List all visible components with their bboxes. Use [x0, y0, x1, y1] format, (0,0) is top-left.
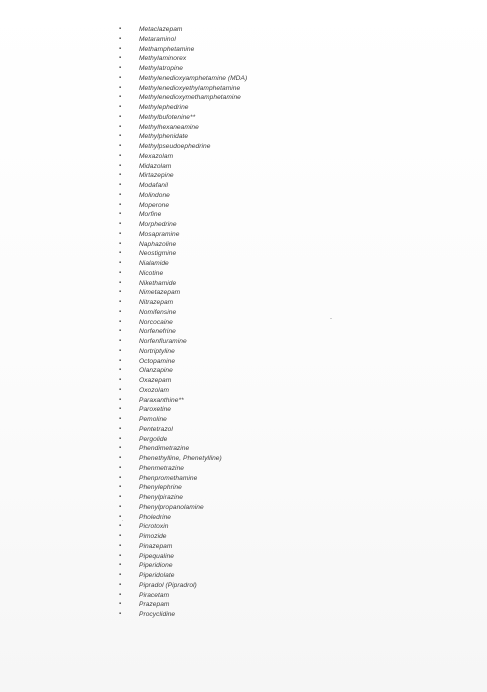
scan-speck — [122, 520, 123, 521]
substance-name: Midazolam — [139, 162, 172, 170]
substance-name: Paraxanthine** — [139, 396, 184, 404]
substance-name: Prazepam — [139, 601, 170, 609]
substance-name: Norfenfluramine — [139, 338, 187, 345]
substance-name: Methylenedioxyamphetamine (MDA) — [139, 74, 248, 82]
bullet-icon: ▪ — [119, 523, 122, 530]
bullet-icon: ▪ — [119, 201, 122, 208]
bullet-icon: ▪ — [119, 308, 122, 315]
substance-name: Octopamine — [139, 357, 176, 365]
list-item — [118, 542, 247, 552]
list-item — [118, 240, 247, 250]
substance-name: Phenmetrazine — [139, 464, 184, 472]
list-item — [118, 308, 247, 318]
bullet-icon: ▪ — [119, 484, 122, 491]
list-item — [118, 337, 247, 347]
list-item — [118, 25, 247, 35]
bullet-icon: ▪ — [119, 464, 122, 471]
list-item — [118, 522, 247, 532]
bullet-icon: ▪ — [119, 221, 122, 227]
substance-name: Paroxetine — [139, 406, 172, 414]
substance-name: Nortriptyline — [139, 347, 175, 355]
bullet-icon: ▪ — [119, 65, 122, 71]
bullet-icon: ▪ — [119, 591, 122, 598]
substance-name: Pimozide — [139, 533, 167, 540]
list-item — [118, 93, 247, 103]
list-item — [118, 162, 247, 172]
bullet-icon: ▪ — [119, 406, 122, 413]
list-item — [118, 123, 247, 133]
list-item — [118, 571, 247, 581]
substance-name: Nikethamide — [139, 279, 177, 287]
substance-name: Pinazepam — [139, 542, 173, 550]
list-item — [118, 561, 247, 571]
bullet-icon: ▪ — [119, 172, 122, 179]
bullet-icon: ▪ — [119, 318, 122, 325]
bullet-icon: ▪ — [119, 533, 122, 539]
substance-name: Piracetam — [139, 591, 170, 599]
bullet-icon: ▪ — [119, 357, 122, 364]
bullet-icon: ▪ — [119, 396, 122, 403]
list-item — [118, 288, 247, 298]
substance-name: Pemoline — [139, 416, 167, 423]
bullet-icon: ▪ — [119, 601, 122, 608]
substance-name: Methylenedioxyethylamphetamine — [139, 84, 241, 92]
bullet-icon: ▪ — [119, 45, 122, 52]
substance-name: Pipradol (Pipradrol) — [139, 581, 197, 589]
substance-name: Methylpseudoephedrine — [139, 143, 211, 150]
substance-name: Morfine — [139, 211, 162, 219]
bullet-icon: ▪ — [119, 250, 122, 257]
list-item — [118, 113, 247, 123]
substance-name: Mirtazepine — [139, 172, 174, 180]
list-item — [118, 386, 247, 396]
list-item — [118, 269, 247, 279]
bullet-icon: ▪ — [119, 416, 122, 422]
bullet-icon: ▪ — [119, 55, 122, 62]
list-item — [118, 600, 247, 610]
list-item — [118, 201, 247, 211]
substance-name: Moperone — [139, 201, 170, 209]
bullet-icon: ▪ — [119, 503, 122, 510]
substance-name: Modafanil — [139, 182, 169, 189]
list-item — [118, 74, 247, 84]
bullet-icon: ▪ — [119, 474, 122, 481]
bullet-icon: ▪ — [119, 542, 122, 549]
bullet-icon: ▪ — [119, 347, 122, 354]
bullet-icon: ▪ — [119, 143, 122, 149]
bullet-icon: ▪ — [119, 74, 122, 81]
substance-name: Nimetazepam — [139, 289, 181, 297]
substance-name: Norfenefrine — [139, 328, 176, 336]
substance-name: Picrotoxin — [139, 523, 169, 531]
list-item — [118, 64, 247, 74]
list-item — [118, 513, 247, 523]
bullet-icon: ▪ — [119, 152, 122, 159]
list-item — [118, 435, 247, 445]
bullet-icon: ▪ — [119, 230, 122, 237]
substance-name: Nialamide — [139, 260, 169, 267]
list-item — [118, 405, 247, 415]
substance-name: Piperidione — [139, 562, 173, 570]
bullet-icon: ▪ — [119, 338, 122, 344]
substance-name: Mosapramine — [139, 230, 180, 238]
bullet-icon: ▪ — [119, 552, 122, 559]
bullet-icon: ▪ — [119, 104, 122, 110]
list-item — [118, 230, 247, 240]
substance-name: Methylatropine — [139, 65, 183, 72]
list-item — [118, 249, 247, 259]
list-item — [118, 84, 247, 94]
substance-name: Phenylpirazine — [139, 494, 183, 501]
substance-name: Phenethylline, Phenetylline) — [139, 455, 222, 462]
substance-name: Norcocaine — [139, 318, 173, 326]
bullet-icon: ▪ — [119, 84, 122, 91]
list-item — [118, 454, 247, 464]
bullet-icon: ▪ — [119, 513, 122, 520]
bullet-icon: ▪ — [119, 435, 122, 442]
list-item — [118, 210, 247, 220]
list-item — [118, 503, 247, 513]
bullet-icon: ▪ — [119, 94, 122, 101]
bullet-icon: ▪ — [119, 123, 122, 130]
substance-name: Methylphenidate — [139, 133, 189, 141]
list-item — [118, 425, 247, 435]
list-item — [118, 483, 247, 493]
list-item — [118, 610, 247, 620]
bullet-icon: ▪ — [119, 425, 122, 432]
list-item — [118, 415, 247, 425]
list-item — [118, 152, 247, 162]
substance-name: Phenylpropanolamine — [139, 503, 204, 511]
substance-name: Pipequaline — [139, 552, 175, 560]
substance-name: Oxozolam — [139, 386, 170, 394]
list-item — [118, 142, 247, 152]
substance-list — [118, 25, 247, 620]
substance-name: Methylephedrine — [139, 104, 189, 111]
list-item — [118, 532, 247, 542]
substance-name: Nomifensine — [139, 308, 177, 316]
substance-name: Pentetrazol — [139, 425, 173, 433]
list-item — [118, 327, 247, 337]
substance-name: Oxazepam — [139, 377, 172, 384]
list-item — [118, 103, 247, 113]
scan-speck — [330, 318, 332, 319]
substance-name: Morphedrine — [139, 221, 177, 228]
list-item — [118, 357, 247, 367]
substance-name: Nicotine — [139, 269, 164, 277]
substance-name: Methylenedioxymethamphetamine — [139, 94, 241, 102]
list-item — [118, 171, 247, 181]
substance-name: Methamphetamine — [139, 45, 195, 53]
bullet-icon: ▪ — [119, 328, 122, 335]
list-item — [118, 132, 247, 142]
substance-name: Mexazolam — [139, 152, 174, 160]
substance-name: Piperidolate — [139, 572, 175, 579]
substance-name: Nitrazepam — [139, 299, 174, 306]
bullet-icon: ▪ — [119, 562, 122, 569]
list-item — [118, 474, 247, 484]
bullet-icon: ▪ — [119, 386, 122, 393]
list-item — [118, 318, 247, 328]
list-item — [118, 591, 247, 601]
bullet-icon: ▪ — [119, 269, 122, 276]
bullet-icon: ▪ — [119, 113, 122, 120]
list-item — [118, 347, 247, 357]
bullet-icon: ▪ — [119, 240, 122, 247]
bullet-icon: ▪ — [119, 26, 122, 32]
list-item — [118, 181, 247, 191]
list-item — [118, 444, 247, 454]
bullet-icon: ▪ — [119, 162, 122, 169]
list-item — [118, 376, 247, 386]
bullet-icon: ▪ — [119, 35, 122, 42]
list-item — [118, 35, 247, 45]
list-item — [118, 298, 247, 308]
list-item — [118, 279, 247, 289]
bullet-icon: ▪ — [119, 211, 122, 218]
bullet-icon: ▪ — [119, 445, 122, 452]
bullet-icon: ▪ — [119, 279, 122, 286]
bullet-icon: ▪ — [119, 133, 122, 140]
substance-name: Methylaminorex — [139, 55, 187, 63]
bullet-icon: ▪ — [119, 494, 122, 500]
bullet-icon: ▪ — [119, 367, 122, 374]
bullet-icon: ▪ — [119, 581, 122, 588]
substance-name: Naphazoline — [139, 240, 177, 248]
list-item — [118, 191, 247, 201]
list-item — [118, 396, 247, 406]
bullet-icon: ▪ — [119, 377, 122, 383]
bullet-icon: ▪ — [119, 289, 122, 296]
substance-name: Metaclazepam — [139, 26, 183, 33]
substance-name: Phenylephrine — [139, 484, 182, 492]
bullet-icon: ▪ — [119, 260, 122, 266]
substance-name: Olanzapine — [139, 367, 173, 375]
list-item — [118, 54, 247, 64]
list-item — [118, 366, 247, 376]
bullet-icon: ▪ — [119, 455, 122, 461]
bullet-icon: ▪ — [119, 299, 122, 305]
list-item — [118, 259, 247, 269]
substance-name: Phendimetrazine — [139, 445, 190, 453]
substance-name: Neostigmine — [139, 250, 177, 258]
substance-name: Phenpromethamine — [139, 474, 198, 482]
list-item — [118, 581, 247, 591]
substance-name: Procyclidine — [139, 611, 176, 618]
bullet-icon: ▪ — [119, 572, 122, 578]
substance-name: Pholedrine — [139, 513, 172, 521]
substance-name: Methylbufotenine** — [139, 113, 196, 121]
list-item — [118, 45, 247, 55]
list-item — [118, 220, 247, 230]
list-item — [118, 493, 247, 503]
bullet-icon: ▪ — [119, 191, 122, 198]
list-item — [118, 552, 247, 562]
bullet-icon: ▪ — [119, 611, 122, 617]
list-item — [118, 464, 247, 474]
substance-name: Molindone — [139, 191, 170, 199]
substance-name: Methylhexaneamine — [139, 123, 199, 131]
substance-name: Metaraminol — [139, 35, 176, 43]
bullet-icon: ▪ — [119, 182, 122, 188]
substance-name: Pergolide — [139, 435, 168, 443]
